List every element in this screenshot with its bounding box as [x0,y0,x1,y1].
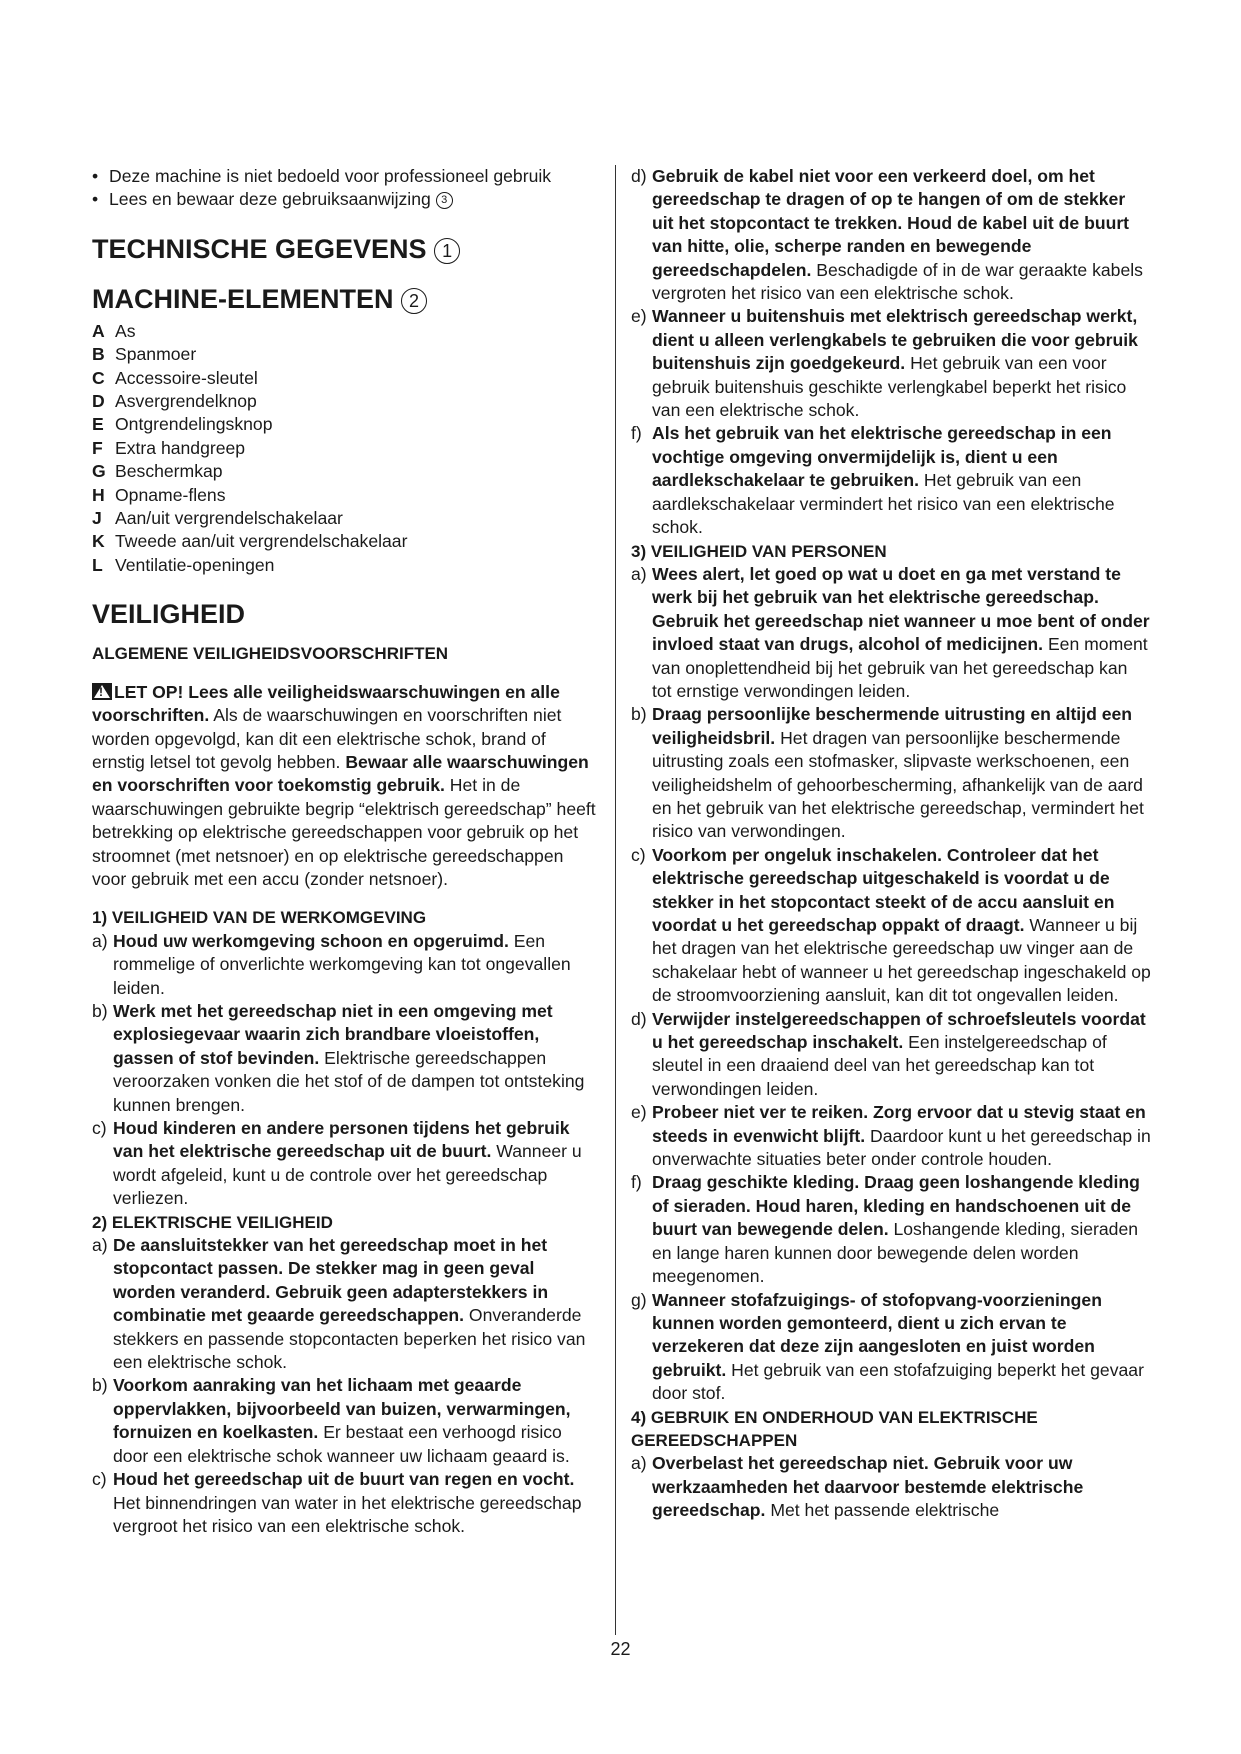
heading-machine-elements: MACHINE-ELEMENTEN 2 [92,283,600,315]
item-letter: c) [92,1118,107,1138]
part-item [92,484,600,507]
item-letter: f) [631,1172,642,1193]
section-title: 4) GEBRUIK EN ONDERHOUD VAN ELEKTRISCHE GEREEDSCHAPPEN [631,1407,1038,1450]
part-item [92,320,600,343]
section-items [631,563,1151,1406]
item-letter: b) [92,1000,108,1021]
item-bold-text: Wees alert, let goed op wat u doet en ga met verstand te werk bij het gebruik van het elektrische gereedschap. Gebruik het gereedschap niet wanneer u moe bent of onder invloed staat van drugs, alcohol of medicijnen. [652,563,1150,655]
item-text: Er bestaat een verhoogd risico door een elektrische schok wanneer uw lichaam geaard is. [113,1422,570,1466]
item-letter: c) [631,844,646,865]
safety-item [92,1000,600,1117]
intro-bullet: • Lees en bewaar deze gebruiksaanwijzing 3 [92,188,600,211]
part-key: A [92,320,105,341]
part-key: E [92,414,104,435]
safety-item [631,844,1151,1008]
item-letter: a) [92,930,108,951]
part-item [92,413,600,436]
item-text: Wanneer u wordt afgeleid, kunt u de controle over het gereedschap verliezen. [113,1141,582,1209]
right-column [631,165,1151,1523]
part-label: Opname-flens [115,484,226,505]
item-bold-text: De aansluitstekker van het gereedschap moet in het stopcontact passen. De stekker mag in geen geval worden veranderd. Gebruik geen adapterstekkers in combinatie met geaarde gereedschappen. [113,1235,549,1326]
item-text: Een moment van onoplettendheid bij het gebruik van het gereedschap kan tot ernstige verwondingen leiden. [652,634,1148,701]
left-column [92,165,600,1538]
intro-bullet-text: Lees en bewaar deze gebruiksaanwijzing [109,189,431,210]
part-label: Beschermkap [115,461,223,482]
item-letter: b) [631,704,647,725]
part-label: As [115,320,136,341]
item-text: Met het passende elektrische [765,1500,1000,1521]
section-title: 1) VEILIGHEID VAN DE WERKOMGEVING [92,908,427,928]
item-text: Een instelgereedschap of sleutel in een draaiend deel van het gereedschap kan tot verwondingen leiden. [652,1032,1107,1099]
item-bold-text: Draag persoonlijke beschermende uitrusting en altijd een veiligheidsbril. [652,704,1133,748]
part-label: Ventilatie-openingen [115,554,275,575]
item-text: Het gebruik van een voor gebruik buitenshuis geschikte verlengkabel beperkt het risico van een elektrische schok. [652,353,1127,421]
section-items [631,165,1151,540]
part-key: K [92,531,105,552]
part-label: Ontgrendelingsknop [115,414,273,435]
item-bold-text: Verwijder instelgereedschappen of schroefsleutels voordat u het gereedschap inschakelt. [652,1008,1146,1053]
page-number: 22 [610,1639,631,1659]
part-item [92,530,600,553]
safety-item [631,1101,1151,1171]
safety-item [631,1289,1151,1406]
section-items [631,1452,1151,1522]
item-text: Een rommelige of onverlichte werkomgeving kan tot ongevallen leiden. [113,930,571,998]
item-bold-text: Voorkom per ongeluk inschakelen. Controleer dat het elektrische gereedschap uitgeschakeld is voordat u de stekker in het stopcontact steekt of de accu aansluit en voordat u het gereedschap oppakt of draagt. [652,844,1115,935]
part-item [92,507,600,530]
part-label: Accessoire-sleutel [115,367,258,388]
intro-bullet-text: Deze machine is niet bedoeld voor professioneel gebruik [109,166,552,186]
safety-item [631,1171,1151,1288]
part-label: Asvergrendelknop [115,391,257,412]
part-item [92,343,600,366]
item-bold-text: Houd kinderen en andere personen tijdens het gebruik van het elektrische gereedschap uit de buurt. [113,1118,570,1162]
item-letter: e) [631,306,647,327]
item-bold-text: Werk met het gereedschap niet in een omgeving met explosiegevaar waarin zich brandbare vloeistoffen, gassen of stof bevinden. [113,1000,553,1068]
part-key: F [92,437,103,458]
safety-item [631,165,1151,305]
safety-item [631,422,1151,539]
section-title: 2) ELEKTRISCHE VEILIGHEID [92,1212,333,1232]
item-letter: g) [631,1289,647,1310]
safety-item [631,1008,1151,1102]
figure-ref-badge: 3 [436,192,453,209]
safety-item [631,1452,1151,1522]
item-text: Onveranderde stekkers en passende stopcontacten beperken het risico van een elektrische schok. [113,1305,586,1373]
safety-item [631,703,1151,843]
part-item [92,460,600,483]
item-bold-text: Overbelast het gereedschap niet. Gebruik voor uw werkzaamheden het daarvoor bestemde elektrische gereedschap. [652,1453,1084,1521]
part-item [92,554,600,577]
section-title: 3) VEILIGHEID VAN PERSONEN [631,541,887,561]
part-key: C [92,367,105,388]
item-bold-text: Als het gebruik van het elektrische gereedschap in een vochtige omgeving onvermijdelijk is, dient u een aardlekschakelaar te gebruiken. [652,423,1112,491]
heading-technical-data: TECHNISCHE GEGEVENS 1 [92,233,600,265]
item-letter: b) [92,1375,108,1396]
figure-ref-badge: 2 [401,288,427,314]
item-bold-text: Voorkom aanraking van het lichaam met geaarde oppervlakken, bijvoorbeeld van buizen, verwarmingen, fornuizen en koelkasten. [113,1375,571,1443]
safety-item [631,305,1151,422]
part-label: Extra handgreep [115,437,246,458]
item-text: Daardoor kunt u het gereedschap in onverwachte situaties beter onder controle houden. [652,1125,1151,1170]
safety-item [92,1468,600,1538]
item-text: Het gebruik van een aardlekschakelaar vermindert het risico van een elektrische schok. [652,470,1115,538]
item-letter: d) [631,1008,647,1029]
safety-item [92,1374,600,1468]
item-text: Elektrische gereedschappen veroorzaken vonken die het stof of de dampen tot ontsteking kunnen brengen. [113,1047,585,1115]
part-item [92,367,600,390]
item-bold-text: Wanneer stofafzuigings- of stofopvang-voorzieningen kunnen worden gemonteerd, dient u zich ervan te verzekeren dat deze zijn aangesloten en juist worden gebruikt. [652,1289,1102,1380]
intro-bullet: • Deze machine is niet bedoeld voor professioneel gebruik [92,165,600,188]
warning-paragraph: !LET OP! Lees alle veiligheidswaarschuwingen en alle voorschriften. Als de waarschuwingen en voorschriften niet worden opgevolgd, kan dit een elektrische schok, brand of ernstig letsel tot gevolg hebben. Bewaar alle waarschuwingen en voorschriften voor toekomstig gebruik. Het in de waarschuwingen gebruikte begrip “elektrisch gereedschap” heeft betrekking op elektrische gereedschappen voor gebruik op het stroomnet (met netsnoer) en op elektrische gereedschappen voor gebruik met een accu (zonder netsnoer). [92,681,600,892]
safety-item [92,930,600,1000]
heading-safety: VEILIGHEID [92,599,246,630]
parts-list [92,320,600,577]
part-key: L [92,554,103,575]
item-text: Het dragen van persoonlijke beschermende uitrusting zoals een stofmasker, slipvaste werkschoenen, een veiligheidshelm of gehoorbescherming, afhankelijk van de aard en het gebruik van het elektrische gereedschap, vermindert het risico van verwondingen. [652,727,1144,842]
safety-item [631,563,1151,703]
part-item [92,390,600,413]
part-key: H [92,484,105,505]
item-letter: d) [631,166,647,186]
part-key: G [92,461,106,482]
item-text: Wanneer u bij het dragen van het elektrische gereedschap uw vinger aan de schakelaar hebt of wanneer u het gereedschap ingeschakeld op de stroomvoorziening aansluit, kan dit tot ongevallen leiden. [652,915,1151,1006]
item-bold-text: Draag geschikte kleding. Draag geen loshangende kleding of sieraden. Houd haren, kleding en handschoenen uit de buurt van bewegende delen. [652,1172,1140,1240]
item-bold-text: Houd het gereedschap uit de buurt van regen en vocht. [113,1469,575,1490]
item-text: Loshangende kleding, sieraden en lange haren kunnen door bewegende delen worden meegenomen. [652,1219,1139,1287]
item-letter: a) [631,1453,647,1474]
item-letter: f) [631,423,642,444]
item-letter: c) [92,1469,107,1490]
section-items [92,930,600,1211]
item-text: Het gebruik van een stofafzuiging beperkt het gevaar door stof. [652,1359,1144,1404]
safety-item [92,1234,600,1374]
item-text: Beschadigde of in de war geraakte kabels vergroten het risico van een elektrische schok. [652,259,1143,304]
item-bold-text: Probeer niet ver te reiken. Zorg ervoor dat u stevig staat en steeds in evenwicht blijft. [652,1102,1146,1146]
item-bold-text: Gebruik de kabel niet voor een verkeerd doel, om het gereedschap te dragen of op te hangen of om de stekker uit het stopcontact te trekken. Houd de kabel uit de buurt van hitte, olie, scherpe randen en bewegende gereedschapdelen. [652,166,1130,280]
item-bold-text: Houd uw werkomgeving schoon en opgeruimd. [113,930,509,951]
item-letter: a) [92,1235,108,1256]
part-item [92,437,600,460]
column-divider [615,165,616,1635]
item-letter: e) [631,1102,647,1123]
part-label: Spanmoer [115,344,197,365]
item-text: Het binnendringen van water in het elektrische gereedschap vergroot het risico van een elektrische schok. [113,1492,582,1536]
part-label: Aan/uit vergrendelschakelaar [115,508,343,529]
figure-ref-badge: 1 [434,238,460,264]
heading-general-safety: ALGEMENE VEILIGHEIDSVOORSCHRIFTEN [92,644,449,664]
section-items [92,1234,600,1538]
part-key: J [92,508,102,529]
warning-triangle-icon [92,683,112,700]
item-letter: a) [631,563,647,584]
part-key: D [92,391,105,412]
safety-item [92,1117,600,1211]
part-key: B [92,344,105,365]
item-bold-text: Wanneer u buitenshuis met elektrisch gereedschap werkt, dient u alleen verlengkabels te gebruiken die voor gebruik buitenshuis zijn goedgekeurd. [652,306,1138,374]
part-label: Tweede aan/uit vergrendelschakelaar [115,531,408,552]
